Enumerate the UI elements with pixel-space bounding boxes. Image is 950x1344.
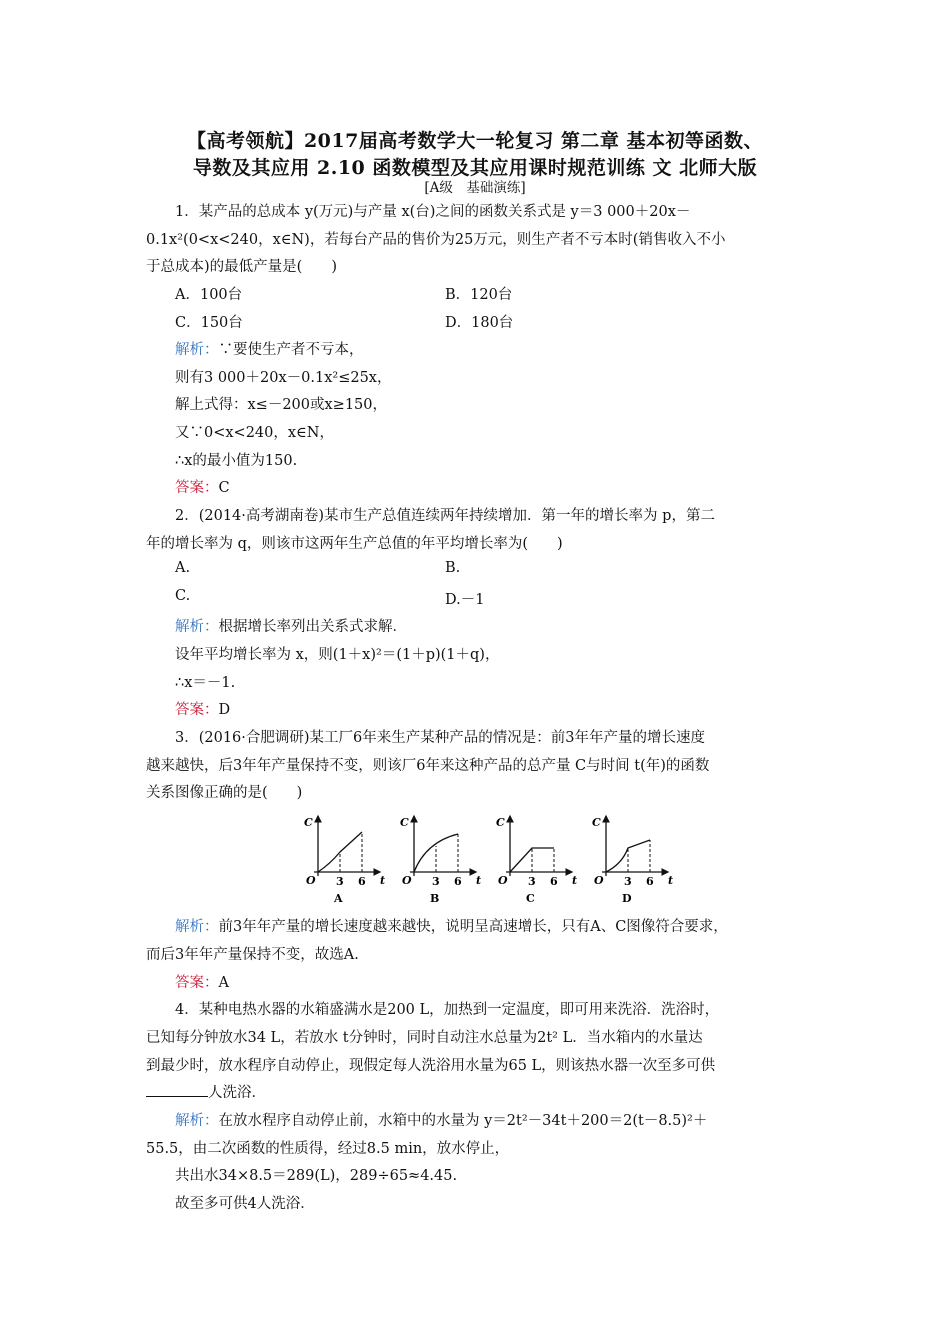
q2-solution-2: 设年平均增长率为 x，则(1＋x)²＝(1＋p)(1＋q)， (175, 647, 500, 663)
graph-name: A (334, 892, 343, 905)
origin-label: O (402, 874, 412, 887)
q1-option-c: C．150台 (175, 315, 243, 331)
q3-line2: 越来越快，后3年年产量保持不变，则该厂6年来这种产品的总产量 C与时间 t(年)的函数 (146, 758, 710, 774)
q4-line1: 4．某种电热水器的水箱盛满水是200 L，加热到一定温度，即可用来洗浴．洗浴时， (175, 1002, 720, 1018)
q1-solution-3: 解上式得：x≤－200或x≥150， (175, 397, 388, 413)
q1-option-a: A．100台 (175, 287, 243, 303)
q2-solution-1: 解析：根据增长率列出关系式求解． (175, 619, 407, 635)
q3-solution-2: 而后3年年产量保持不变，故选A. (146, 947, 359, 963)
graph-d (592, 816, 673, 905)
q3-line1: 3．(2016·合肥调研)某工厂6年来生产某种产品的情况是：前3年年产量的增长速度 (175, 730, 705, 746)
graph-a (304, 816, 385, 905)
tick-label-6: 6 (454, 875, 462, 888)
doc-title-line1: 【高考领航】2017届高考数学大一轮复习 第二章 基本初等函数、 (186, 130, 764, 152)
axis-label-t: t (380, 874, 386, 887)
q4-line4: 人洗浴． (146, 1081, 266, 1102)
graph-name: C (526, 892, 535, 905)
axis-label-t: t (668, 874, 674, 887)
q2-option-d: D.－1 (445, 592, 485, 608)
q3-answer: 答案：A (175, 975, 229, 991)
q2-option-c: C. (175, 588, 191, 604)
origin-label: O (306, 874, 316, 887)
q1-solution-5: ∴x的最小值为150. (175, 453, 298, 469)
axis-label-t: t (572, 874, 578, 887)
q1-line1: 1．某产品的总成本 y(万元)与产量 x(台)之间的函数关系式是 y＝3 000＋20x－ (175, 204, 691, 220)
q2-line1: 2．(2014·高考湖南卷)某市生产总值连续两年持续增加．第一年的增长率为 p，第二 (175, 508, 715, 524)
tick-label-6: 6 (550, 875, 558, 888)
q3-solution-1: 解析：前3年年产量的增长速度越来越快，说明呈高速增长，只有A、C图像符合要求， (175, 919, 728, 935)
q2-solution-3: ∴x＝－1. (175, 675, 236, 691)
q1-line3: 于总成本)的最低产量是( ) (146, 259, 337, 275)
answer-blank (146, 1084, 208, 1097)
q1-solution-4: 又∵0<x<240，x∈N， (175, 425, 334, 441)
answer-label: 答案： (175, 480, 219, 496)
tick-label-3: 3 (336, 875, 344, 888)
tick-label-6: 6 (646, 875, 654, 888)
origin-label: O (498, 874, 508, 887)
q3-graph-figure (300, 812, 690, 908)
q2-option-a: A. (175, 560, 191, 576)
q2-answer: 答案：D (175, 702, 231, 718)
q1-solution-1: 解析：∵要使生产者不亏本， (175, 342, 364, 358)
q4-solution-2: 55.5，由二次函数的性质得，经过8.5 min，放水停止， (146, 1141, 510, 1157)
origin-label: O (594, 874, 604, 887)
doc-title-line2: 导数及其应用 2.10 函数模型及其应用课时规范训练 文 北师大版 (192, 157, 758, 179)
axis-label-c: C (400, 816, 409, 829)
level-heading: [A级 基础演练] (424, 180, 526, 196)
axis-label-c: C (496, 816, 505, 829)
tick-label-3: 3 (624, 875, 632, 888)
tick-label-6: 6 (358, 875, 366, 888)
q2-option-b: B. (445, 560, 461, 576)
axis-label-c: C (304, 816, 313, 829)
q4-solution-3: 共出水34×8.5＝289(L)，289÷65≈4.45. (175, 1168, 458, 1184)
graph-name: B (430, 892, 440, 905)
tick-label-3: 3 (528, 875, 536, 888)
q3-line3: 关系图像正确的是( ) (146, 785, 303, 801)
graph-b (400, 816, 481, 905)
q4-solution-1: 解析：在放水程序自动停止前，水箱中的水量为 y＝2t²－34t＋200＝2(t－8.5)²＋ (175, 1113, 708, 1129)
axis-label-t: t (476, 874, 482, 887)
q4-line2: 已知每分钟放水34 L，若放水 t分钟时，同时自动注水总量为2t² L．当水箱内的水量达 (146, 1030, 703, 1046)
q4-solution-4: 故至多可供4人洗浴． (175, 1196, 315, 1212)
axis-label-c: C (592, 816, 601, 829)
q1-option-d: D．180台 (445, 315, 514, 331)
graph-name: D (622, 892, 632, 905)
jiexi-label: 解析： (175, 342, 219, 358)
tick-label-3: 3 (432, 875, 440, 888)
q4-line3: 到最少时，放水程序自动停止，现假定每人洗浴用水量为65 L，则该热水器一次至多可供 (146, 1058, 716, 1074)
q1-option-b: B．120台 (445, 287, 513, 303)
q1-answer: 答案：C (175, 480, 230, 496)
graph-c (496, 816, 577, 905)
q2-line2: 年的增长率为 q，则该市这两年生产总值的年平均增长率为( ) (146, 536, 563, 552)
q1-line2: 0.1x²(0<x<240，x∈N)，若每台产品的售价为25万元，则生产者不亏本时(销售收入不小 (146, 232, 726, 248)
q1-solution-2: 则有3 000＋20x－0.1x²≤25x， (175, 370, 392, 386)
